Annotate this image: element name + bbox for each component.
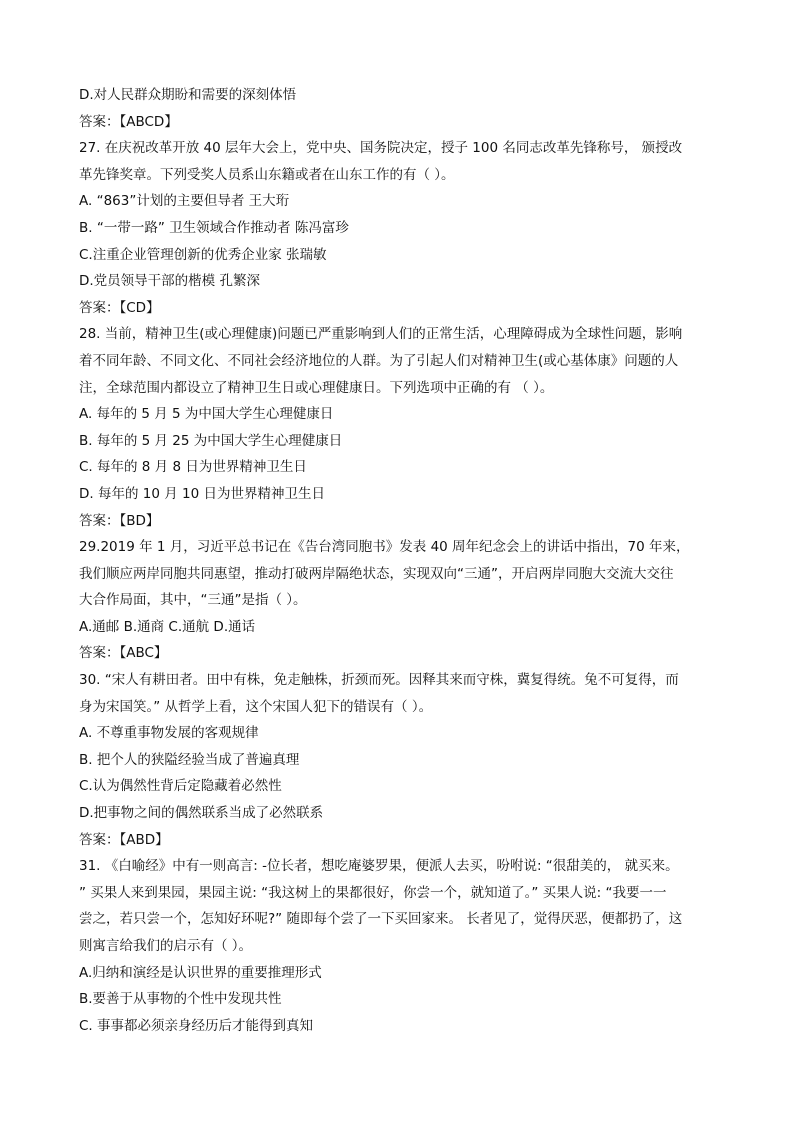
question-stem-line: 27. 在庆祝改革开放 40 层年大会上，党中央、国务院决定，授子 100 名同志改革先锋称号， 颁授改: [79, 140, 683, 157]
question-stem-line: 我们顺应两岸同胞共同惠望，推动打破两岸隔绝状态，实现双向“三通”，开启两岸同胞大交流大交往: [79, 565, 674, 582]
question-stem-line: 革先锋奖章。下列受奖人员系山东籍或者在山东工作的有（ ）。: [79, 166, 455, 183]
answer-line: 答案：【ABC】: [79, 645, 168, 662]
question-stem-line: 则寓言给我们的启示有（ ）。: [79, 938, 253, 954]
answer-line: 答案：【CD】: [79, 299, 160, 316]
question-stem-line: 着不同年龄、不同文化、不同社会经济地位的人群。为了引起人们对精神卫生(或心基体康》问题的人: [79, 352, 679, 369]
answer-line: 答案：【BD】: [79, 512, 160, 529]
option-line: A.通邮 B.通商 C.通航 D.通话: [79, 618, 256, 635]
option-d: D. 每年的 10 月 10 日为世界精神卫生日: [79, 485, 325, 502]
answer-line: 答案：【ABD】: [79, 831, 169, 848]
question-stem-line: 注，全球范围内都设立了精神卫生日或心理健康日。下列选项中正确的有 （ ）。: [79, 379, 554, 396]
question-stem-line: 29.2019 年 1 月，习近平总书记在《告台湾同胞书》发表 40 周年纪念会上的讲话中指出，70 年来，: [79, 539, 690, 556]
option-c: C.注重企业管理创新的优秀企业家 张瑞敏: [79, 246, 327, 263]
option-b: B. “一带一路” 卫生领域合作推动者 陈冯富珍: [79, 219, 349, 236]
intro-option-d: D.对人民群众期盼和需要的深刻体悟: [79, 87, 297, 103]
question-stem-line: 身为宋国笑。” 从哲学上看，这个宋国人犯下的错误有（ ）。: [79, 698, 433, 715]
option-b: B.要善于从事物的个性中发现共性: [79, 991, 282, 1008]
question-29: [79, 534, 719, 667]
question-30: [79, 667, 719, 853]
option-a: A. “863”计划的主要但导者 王大珩: [79, 193, 290, 210]
option-d: D.把事物之间的偶然联系当成了必然联系: [79, 805, 324, 822]
option-a: A.归纳和演经是认识世界的重要推理形式: [79, 964, 322, 981]
option-b: B. 每年的 5 月 25 为中国大学生心理健康日: [79, 432, 343, 449]
option-a: A. 每年的 5 月 5 为中国大学生心理健康日: [79, 406, 334, 423]
intro-answer: 答案：【ABCD】: [79, 113, 178, 130]
question-stem-line: ” 买果人来到果园，果园主说: “我这树上的果都很好，你尝一个，就知道了。” 买果人说: “我要一一: [79, 884, 667, 901]
option-a: A. 不尊重事物发展的客观规律: [79, 725, 259, 742]
option-b: B. 把个人的狭隘经验当成了普遍真理: [79, 751, 300, 768]
question-28: [79, 321, 719, 534]
option-d: D.党员领导干部的楷模 孔繁深: [79, 273, 260, 290]
question-27: [79, 135, 719, 321]
question-stem-line: 大合作局面，其中，“三通”是指（ ）。: [79, 592, 307, 609]
option-c: C. 每年的 8 月 8 日为世界精神卫生日: [79, 459, 307, 476]
question-stem-line: 尝之，若只尝一个，怎知好环呢?” 随即每个尝了一下买回家来。 长者见了，觉得厌恶，便都扔了，这: [79, 911, 683, 928]
option-c: C.认为偶然性背后定隐藏着必然性: [79, 778, 282, 795]
question-stem-line: 30. “宋人有耕田者。田中有株，免走触株，折颈而死。因释其来而守株，冀复得统。兔不可复得，而: [79, 672, 679, 689]
document-body: [79, 82, 719, 1039]
question-stem-line: 28. 当前，精神卫生(或心理健康)问题已严重影响到人们的正常生活，心理障碍成为全球性问题，影响: [79, 326, 683, 343]
question-stem-line: 31. 《白喻经》中有一则高言: -位长者，想吃庵婆罗果，便派人去买，吩咐说: “很甜美的， 就买来。: [79, 858, 679, 875]
option-c: C. 事事都必须亲身经历后才能得到真知: [79, 1017, 314, 1034]
question-31: [79, 853, 719, 1039]
